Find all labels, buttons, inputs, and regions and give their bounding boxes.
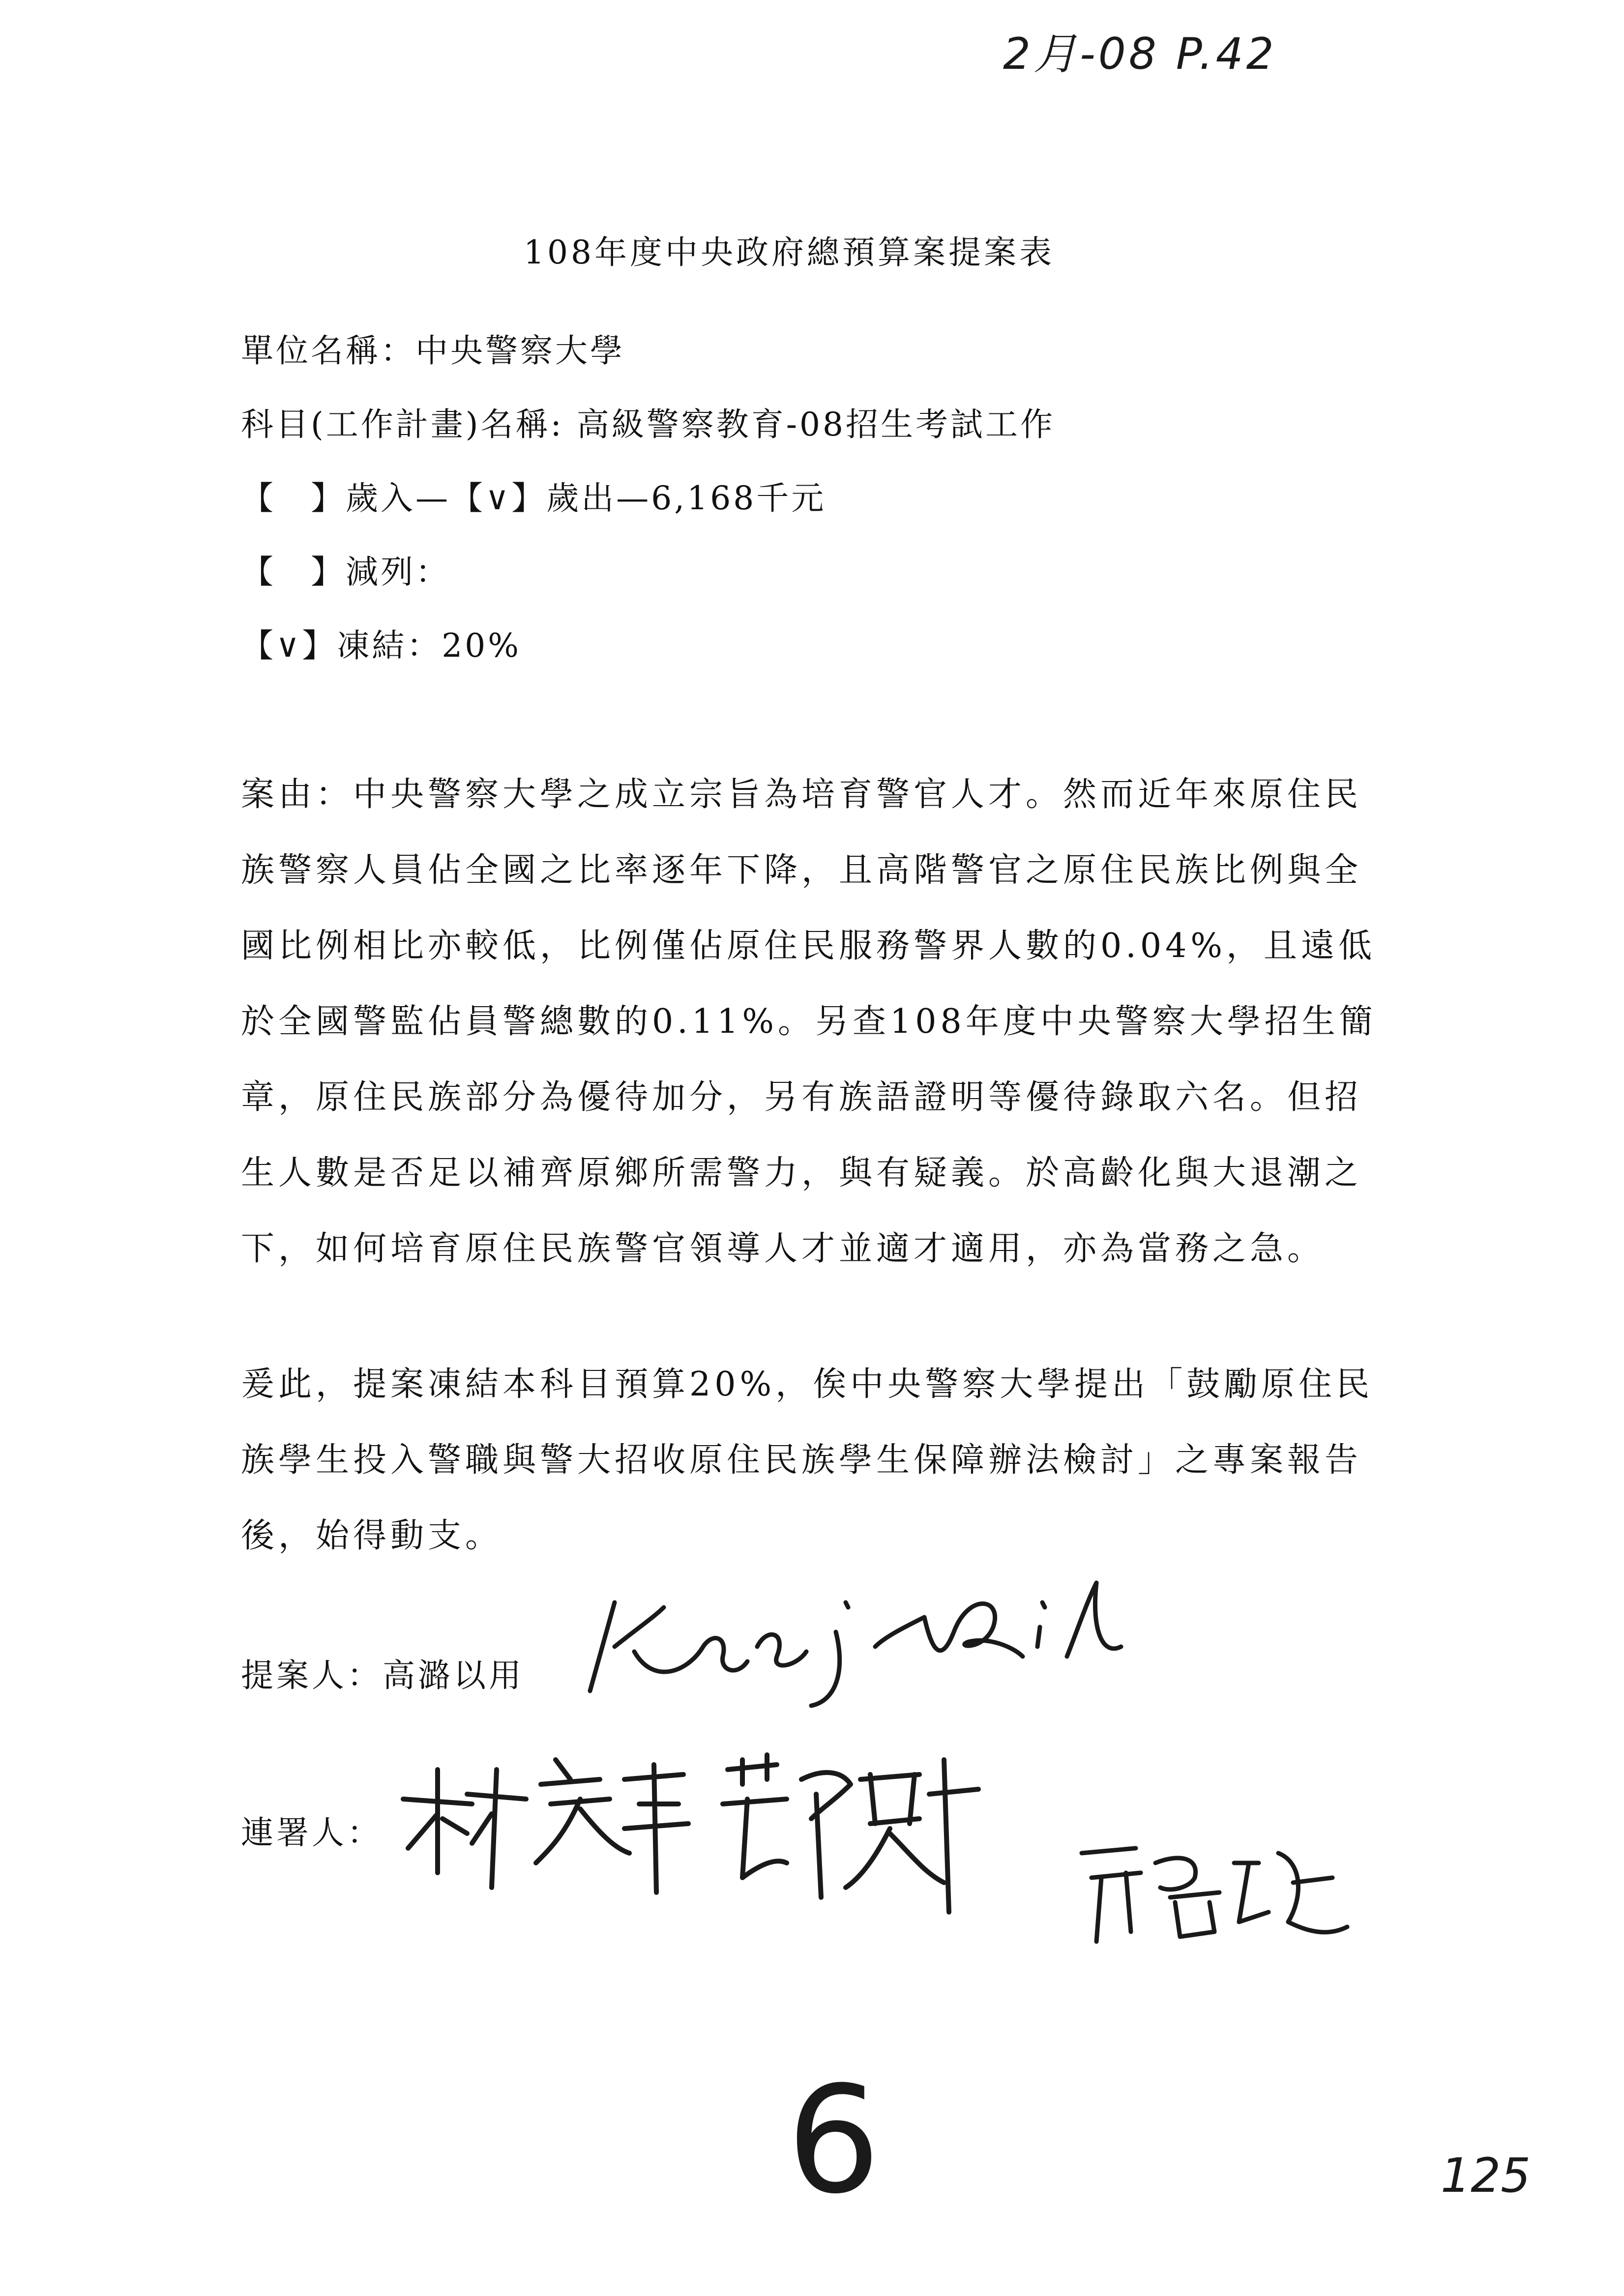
proposer-label: 提案人：高潞以用 bbox=[241, 1657, 524, 1694]
reduction-line: 【 】減列： bbox=[241, 553, 450, 591]
cosigner-signature-2 bbox=[713, 1750, 988, 1917]
handwritten-page-number: 6 bbox=[787, 2055, 881, 2226]
proposer-signature bbox=[580, 1573, 1160, 1711]
cosigner-signature-3 bbox=[1072, 1833, 1377, 1956]
handwritten-corner-number: 125 bbox=[1441, 2148, 1531, 2203]
unit-name: 單位名稱：中央警察大學 bbox=[241, 332, 625, 370]
cosigner-label: 連署人： bbox=[241, 1814, 383, 1852]
handwritten-top-note: 2月-08 P.42 bbox=[1003, 29, 1277, 79]
cosigner-signature-1 bbox=[393, 1750, 698, 1897]
subject-name: 科目(工作計畫)名稱: 高級警察教育-08招生考試工作 bbox=[241, 406, 1055, 443]
form-title: 108年度中央政府總預算案提案表 bbox=[524, 233, 1055, 271]
freeze-line: 【∨】凍結：20% bbox=[241, 627, 522, 665]
conclusion-paragraph: 爰此，提案凍結本科目預算20%，俟中央警察大學提出「鼓勵原住民族學生投入警職與警大招收原住民族學生保障辦法檢討」之專案報告後，始得動支。 bbox=[241, 1365, 1374, 1555]
reason-paragraph: 案由：中央警察大學之成立宗旨為培育警官人才。然而近年來原住民族警察人員佔全國之比率逐年下降，且高階警官之原住民族比例與全國比例相比亦較低，比例僅佔原住民服務警界人數的0.04%，且遠低於全國警監佔員警總數的0.11%。另查108年度中央警察大學招生簡章，原住民族部分為優待加分，另有族語證明等優待錄取六名。但招生人數是否足以補齊原鄉所需警力，與有疑義。於高齡化與大退潮之下，如何培育原住民族警官領導人才並適才適用，亦為當務之急。 bbox=[241, 775, 1377, 1268]
revenue-expense-line: 【 】歲入—【∨】歲出—6,168千元 bbox=[241, 479, 827, 517]
